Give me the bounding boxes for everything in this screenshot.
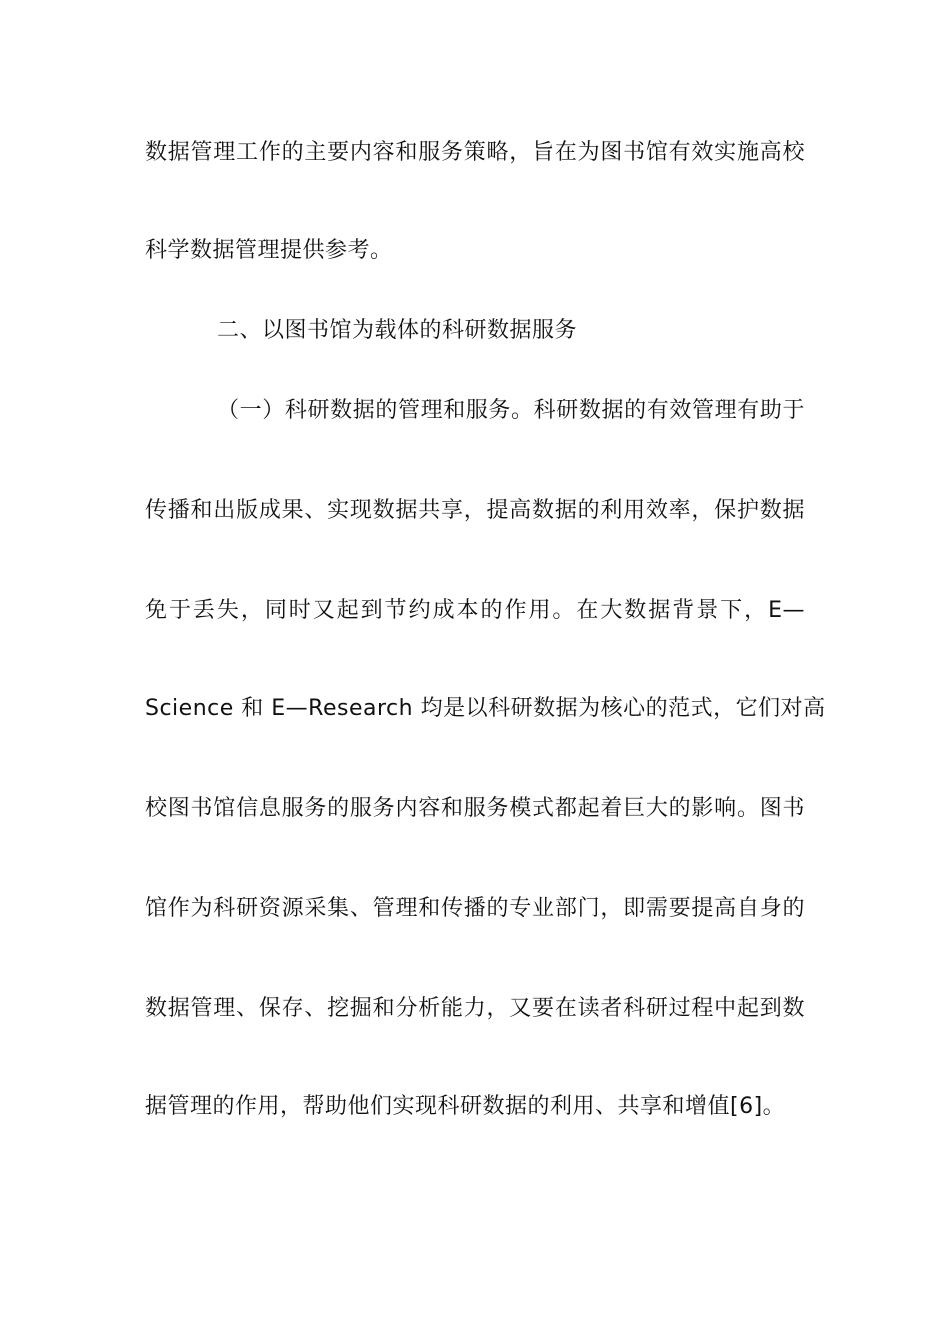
- paragraph-line: 校图书馆信息服务的服务内容和服务模式都起着巨大的影响。图书: [145, 796, 805, 821]
- paragraph-line: （一）科研数据的管理和服务。科研数据的有效管理有助于: [217, 398, 805, 423]
- paragraph-line: 馆作为科研资源采集、管理和传播的专业部门，即需要提高自身的: [145, 896, 805, 921]
- paragraph-line: Science 和 E—Research 均是以科研数据为核心的范式，它们对高: [145, 696, 826, 721]
- paragraph-line: 数据管理工作的主要内容和服务策略，旨在为图书馆有效实施高校: [145, 140, 805, 165]
- paragraph-line: 数据管理、保存、挖掘和分析能力，又要在读者科研过程中起到数: [145, 996, 805, 1021]
- paragraph-line: 传播和出版成果、实现数据共享，提高数据的利用效率，保护数据: [145, 498, 805, 523]
- paragraph-line: 据管理的作用，帮助他们实现科研数据的利用、共享和增值[6]。: [145, 1094, 786, 1119]
- paragraph-line: 科学数据管理提供参考。: [145, 238, 393, 263]
- section-heading: 二、以图书馆为载体的科研数据服务: [217, 318, 578, 343]
- paragraph-line: 免于丢失，同时又起到节约成本的作用。在大数据背景下，E—: [145, 598, 805, 623]
